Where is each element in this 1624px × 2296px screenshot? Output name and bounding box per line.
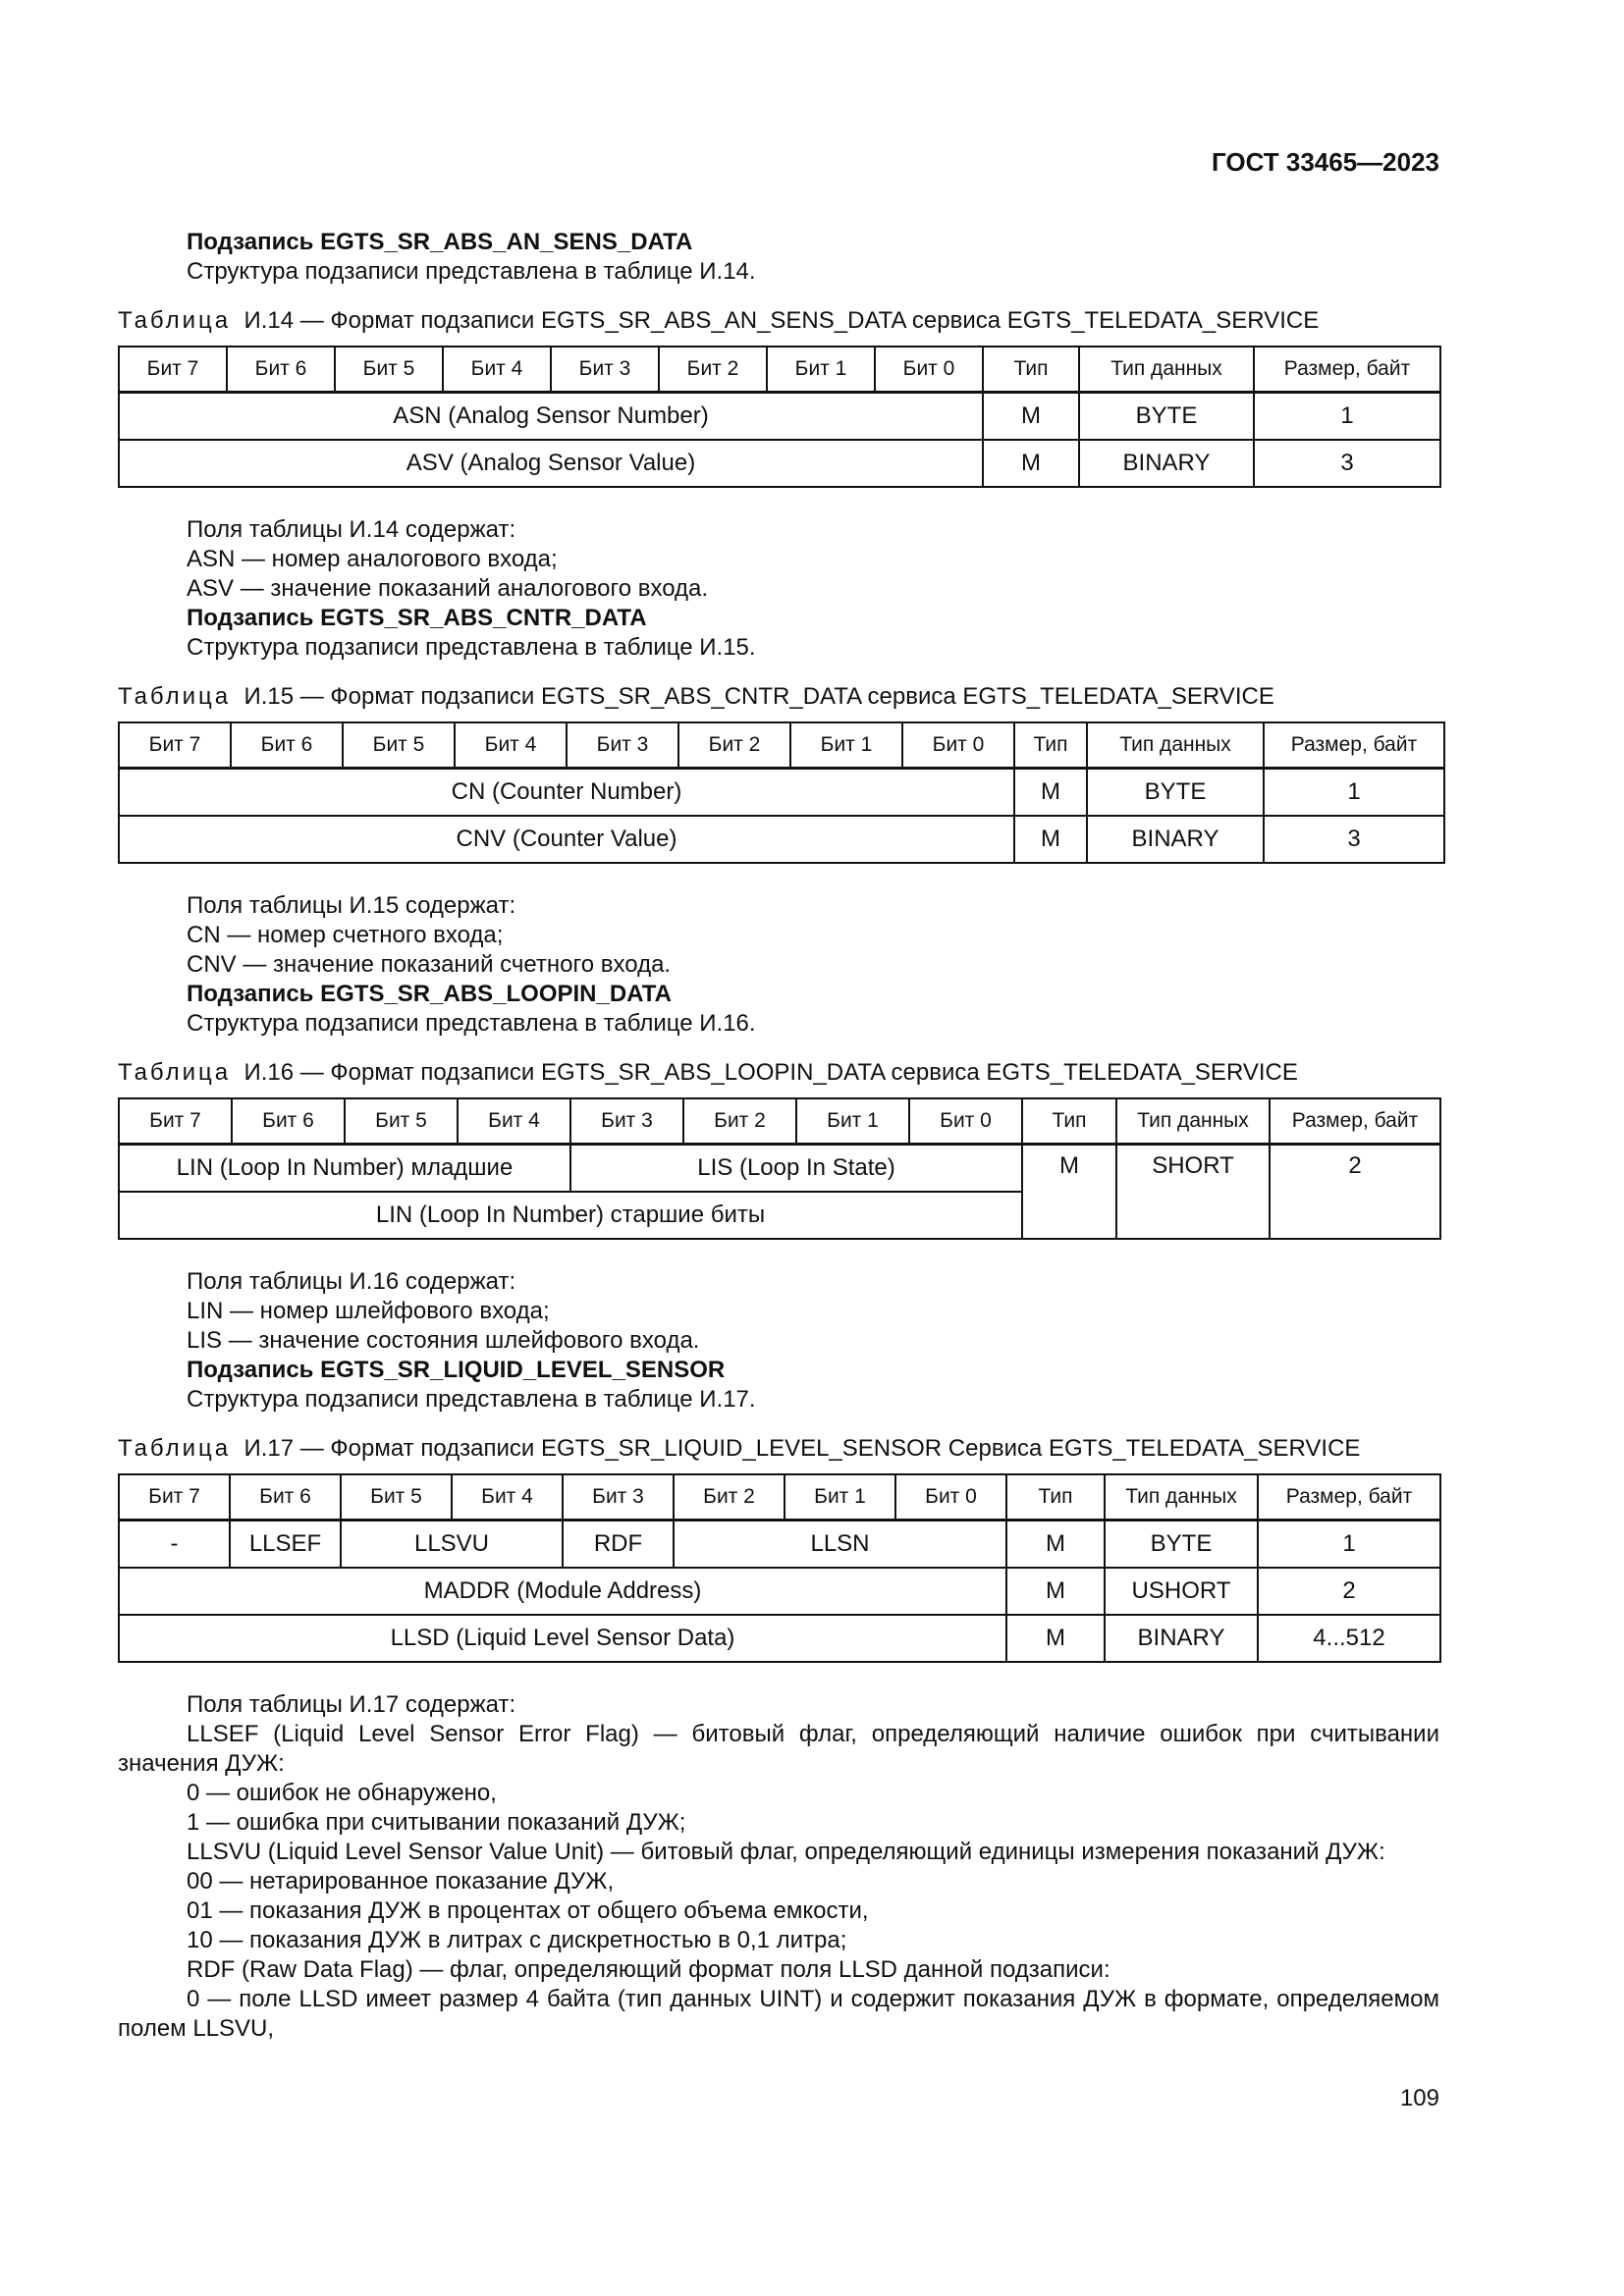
- table-caption: [118, 1434, 1439, 1464]
- type-cell: M: [983, 393, 1079, 441]
- header-cell: Бит 2: [674, 1474, 785, 1521]
- note-line: 10 — показания ДУЖ в литрах с дискретностью в 0,1 литра;: [187, 1927, 847, 1953]
- header-cell: Бит 1: [785, 1474, 895, 1521]
- note-line: 1 — ошибка при считывании показаний ДУЖ;: [187, 1809, 686, 1836]
- caption-word: Таблица: [118, 1435, 232, 1462]
- header-cell: Тип: [983, 347, 1079, 393]
- header-cell: Тип данных: [1087, 722, 1264, 769]
- header-cell: Бит 0: [875, 347, 983, 393]
- section-intro: Структура подзаписи представлена в таблице И.15.: [187, 634, 756, 661]
- field-cell: ASN (Analog Sensor Number): [119, 393, 983, 441]
- header-cell: Бит 0: [909, 1098, 1022, 1145]
- bit-cell: LLSVU: [341, 1521, 563, 1569]
- section-title: Подзапись EGTS_SR_ABS_LOOPIN_DATA: [187, 981, 672, 1007]
- field-cell: CN (Counter Number): [119, 769, 1014, 817]
- section-title: Подзапись EGTS_SR_ABS_CNTR_DATA: [187, 605, 647, 631]
- size-cell: 2: [1270, 1145, 1440, 1240]
- note-line: LIS — значение состояния шлейфового входа.: [187, 1327, 700, 1354]
- table-row: [119, 393, 1440, 441]
- caption-text: И.15 — Формат подзаписи EGTS_SR_ABS_CNTR_DATA сервиса EGTS_TELEDATA_SERVICE: [244, 683, 1274, 710]
- caption-word: Таблица: [118, 683, 232, 710]
- size-cell: 3: [1264, 816, 1444, 863]
- type-cell: M: [1006, 1615, 1105, 1662]
- header-cell: Тип: [1014, 722, 1087, 769]
- table-header-row: [119, 347, 1440, 393]
- bit-cell: LLSEF: [230, 1521, 341, 1569]
- header-cell: Бит 2: [683, 1098, 796, 1145]
- data-type-cell: BINARY: [1087, 816, 1264, 863]
- section-intro: Структура подзаписи представлена в таблице И.16.: [187, 1010, 756, 1037]
- section-title: Подзапись EGTS_SR_LIQUID_LEVEL_SENSOR: [187, 1357, 726, 1383]
- header-cell: Бит 7: [119, 1474, 230, 1521]
- data-type-cell: BINARY: [1105, 1615, 1258, 1662]
- header-cell: Бит 5: [335, 347, 443, 393]
- table-header-row: [119, 1474, 1440, 1521]
- header-cell: Тип: [1022, 1098, 1116, 1145]
- note-line: CN — номер счетного входа;: [187, 922, 504, 948]
- section-title: Подзапись EGTS_SR_ABS_AN_SENS_DATA: [187, 229, 693, 255]
- type-cell: M: [983, 440, 1079, 487]
- header-cell: Размер, байт: [1254, 347, 1440, 393]
- note-line: ASV — значение показаний аналогового входа.: [187, 575, 709, 602]
- header-cell: Бит 7: [119, 722, 231, 769]
- field-cell: MADDR (Module Address): [119, 1568, 1006, 1615]
- note-line: LLSEF (Liquid Level Sensor Error Flag) — битовый флаг, определяющий наличие ошибок при считывании значения ДУЖ:: [118, 1721, 1439, 1777]
- size-cell: 2: [1258, 1568, 1440, 1615]
- size-cell: 1: [1264, 769, 1444, 817]
- page-content: [118, 228, 1439, 2044]
- field-cell: LLSD (Liquid Level Sensor Data): [119, 1615, 1006, 1662]
- size-cell: 4...512: [1258, 1615, 1440, 1662]
- header-cell: Бит 4: [452, 1474, 563, 1521]
- table-i16: [118, 1097, 1441, 1240]
- header-cell: Бит 5: [343, 722, 455, 769]
- data-type-cell: BINARY: [1079, 440, 1254, 487]
- header-cell: Размер, байт: [1258, 1474, 1440, 1521]
- type-cell: M: [1006, 1568, 1105, 1615]
- note-line: Поля таблицы И.17 содержат:: [187, 1691, 516, 1718]
- field-cell: CNV (Counter Value): [119, 816, 1014, 863]
- section-intro: Структура подзаписи представлена в таблице И.17.: [187, 1386, 756, 1413]
- header-cell: Бит 7: [119, 347, 227, 393]
- note-line: 0 — ошибок не обнаружено,: [187, 1780, 497, 1806]
- size-cell: 1: [1258, 1521, 1440, 1569]
- data-type-cell: BYTE: [1087, 769, 1264, 817]
- header-cell: Бит 6: [230, 1474, 341, 1521]
- type-cell: M: [1014, 769, 1087, 817]
- note-line: LIN — номер шлейфового входа;: [187, 1298, 550, 1324]
- header-cell: Бит 3: [570, 1098, 683, 1145]
- header-cell: Бит 1: [767, 347, 875, 393]
- header-cell: Тип данных: [1116, 1098, 1270, 1145]
- header-cell: Бит 0: [895, 1474, 1006, 1521]
- header-cell: Тип: [1006, 1474, 1105, 1521]
- header-cell: Бит 7: [119, 1098, 232, 1145]
- header-cell: Бит 6: [232, 1098, 345, 1145]
- data-type-cell: BYTE: [1105, 1521, 1258, 1569]
- note-line: LLSVU (Liquid Level Sensor Value Unit) — битовый флаг, определяющий единицы измерения показаний ДУЖ:: [187, 1839, 1385, 1865]
- size-cell: 1: [1254, 393, 1440, 441]
- caption-text: И.16 — Формат подзаписи EGTS_SR_ABS_LOOPIN_DATA сервиса EGTS_TELEDATA_SERVICE: [244, 1059, 1298, 1086]
- header-cell: Бит 4: [455, 722, 567, 769]
- header-cell: Размер, байт: [1270, 1098, 1440, 1145]
- size-cell: 3: [1254, 440, 1440, 487]
- table-i15: [118, 721, 1445, 864]
- field-cell: LIS (Loop In State): [570, 1145, 1022, 1193]
- header-cell: Размер, байт: [1264, 722, 1444, 769]
- table-row: [119, 1568, 1440, 1615]
- header-cell: Бит 1: [796, 1098, 909, 1145]
- field-cell: LIN (Loop In Number) младшие: [119, 1145, 570, 1193]
- header-cell: Бит 4: [443, 347, 551, 393]
- note-line: Поля таблицы И.16 содержат:: [187, 1268, 516, 1295]
- header-cell: Бит 4: [458, 1098, 570, 1145]
- table-caption: [118, 682, 1439, 712]
- header-cell: Бит 2: [659, 347, 767, 393]
- table-header-row: [119, 722, 1444, 769]
- table-header-row: [119, 1098, 1440, 1145]
- note-line: ASN — номер аналогового входа;: [187, 546, 558, 572]
- header-cell: Бит 6: [231, 722, 343, 769]
- note-line: Поля таблицы И.15 содержат:: [187, 892, 516, 919]
- table-row: [119, 1521, 1440, 1569]
- table-caption: [118, 1058, 1439, 1088]
- caption-word: Таблица: [118, 1059, 232, 1086]
- caption-text: И.17 — Формат подзаписи EGTS_SR_LIQUID_LEVEL_SENSOR Сервиса EGTS_TELEDATA_SERVICE: [244, 1435, 1361, 1462]
- caption-text: И.14 — Формат подзаписи EGTS_SR_ABS_AN_SENS_DATA сервиса EGTS_TELEDATA_SERVICE: [244, 307, 1320, 334]
- page-number: 109: [1399, 2085, 1439, 2111]
- header-cell: Тип данных: [1079, 347, 1254, 393]
- note-line: 0 — поле LLSD имеет размер 4 байта (тип данных UINT) и содержит показания ДУЖ в формате, определяемом полем LLSVU,: [118, 1986, 1439, 2042]
- note-line: 00 — нетарированное показание ДУЖ,: [187, 1868, 615, 1895]
- table-i17: [118, 1473, 1441, 1663]
- note-line: Поля таблицы И.14 содержат:: [187, 516, 516, 543]
- header-cell: Бит 1: [790, 722, 902, 769]
- bit-cell: LLSN: [674, 1521, 1006, 1569]
- bit-cell: RDF: [563, 1521, 674, 1569]
- field-cell: ASV (Analog Sensor Value): [119, 440, 983, 487]
- data-type-cell: BYTE: [1079, 393, 1254, 441]
- data-type-cell: USHORT: [1105, 1568, 1258, 1615]
- header-cell: Бит 3: [551, 347, 659, 393]
- header-cell: Бит 2: [678, 722, 790, 769]
- table-i14: [118, 346, 1441, 488]
- table-row: [119, 816, 1444, 863]
- header-cell: Тип данных: [1105, 1474, 1258, 1521]
- header-cell: Бит 0: [902, 722, 1014, 769]
- header-cell: Бит 3: [567, 722, 678, 769]
- header-cell: Бит 6: [227, 347, 335, 393]
- table-row: [119, 440, 1440, 487]
- type-cell: M: [1014, 816, 1087, 863]
- table-caption: [118, 306, 1439, 336]
- note-line: 01 — показания ДУЖ в процентах от общего объема емкости,: [187, 1897, 869, 1924]
- header-cell: Бит 5: [345, 1098, 458, 1145]
- bit-cell: -: [119, 1521, 230, 1569]
- table-row: [119, 1145, 1440, 1193]
- header-cell: Бит 5: [341, 1474, 452, 1521]
- field-cell: LIN (Loop In Number) старшие биты: [119, 1192, 1022, 1239]
- type-cell: M: [1022, 1145, 1116, 1240]
- header-cell: Бит 3: [563, 1474, 674, 1521]
- document-code: ГОСТ 33465—2023: [1212, 147, 1439, 177]
- data-type-cell: SHORT: [1116, 1145, 1270, 1240]
- table-row: [119, 1615, 1440, 1662]
- note-line: CNV — значение показаний счетного входа.: [187, 951, 672, 978]
- type-cell: M: [1006, 1521, 1105, 1569]
- caption-word: Таблица: [118, 307, 232, 334]
- section-intro: Структура подзаписи представлена в таблице И.14.: [187, 258, 756, 285]
- table-row: [119, 769, 1444, 817]
- note-line: RDF (Raw Data Flag) — флаг, определяющий формат поля LLSD данной подзаписи:: [187, 1956, 1110, 1983]
